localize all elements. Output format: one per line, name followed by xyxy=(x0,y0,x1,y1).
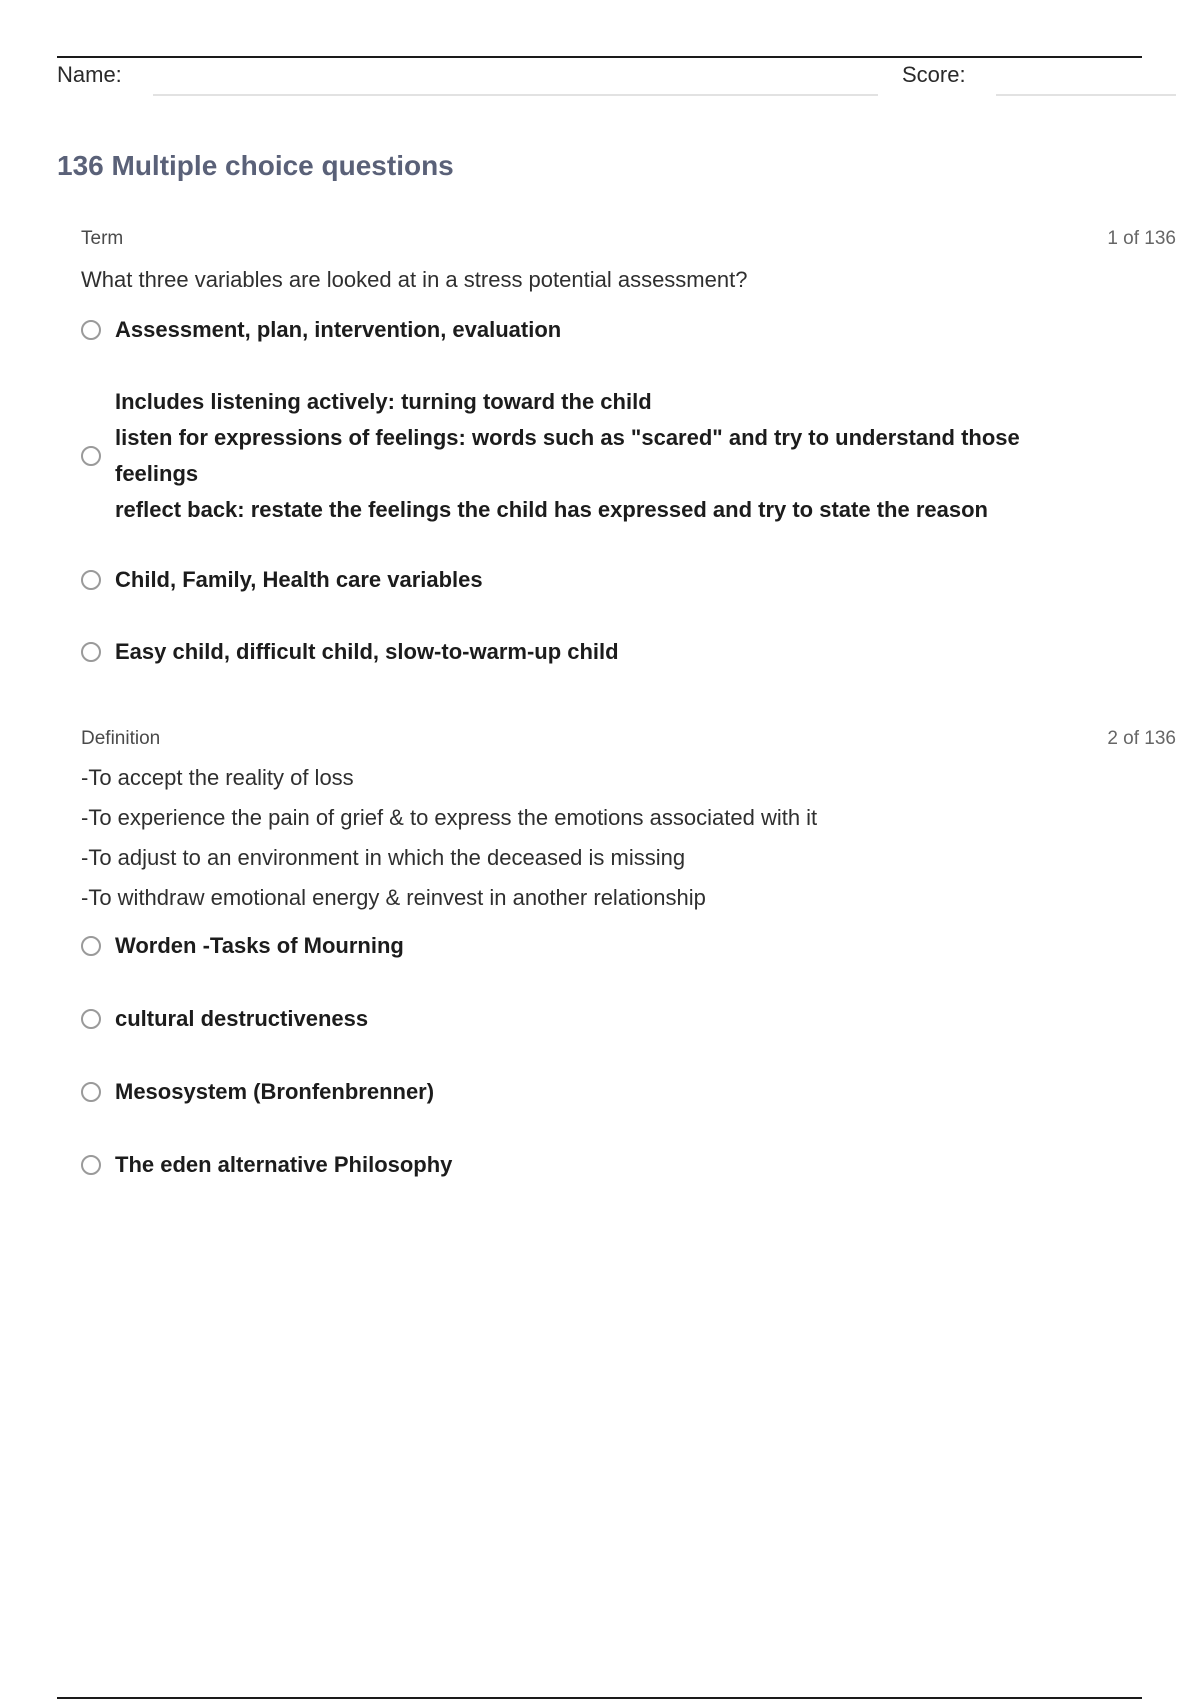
option-line: Child, Family, Health care variables xyxy=(115,567,483,592)
top-rule xyxy=(57,56,1142,58)
option-label xyxy=(115,634,619,670)
prompt-line: What three variables are looked at in a stress potential assessment? xyxy=(81,267,748,292)
score-label: Score: xyxy=(902,62,966,87)
option-label xyxy=(115,1147,452,1183)
question-2 xyxy=(81,728,1176,1207)
option-line: The eden alternative Philosophy xyxy=(115,1152,453,1177)
prompt-line: -To accept the reality of loss xyxy=(81,765,354,790)
prompt-line: -To withdraw emotional energy & reinvest in another relationship xyxy=(81,885,706,910)
radio-circle-icon[interactable] xyxy=(81,446,101,466)
prompt-line: -To adjust to an environment in which the deceased is missing xyxy=(81,845,686,870)
option-line: Easy child, difficult child, slow-to-warm-up child xyxy=(115,639,619,664)
radio-circle-icon[interactable] xyxy=(81,1155,101,1175)
option-line: cultural destructiveness xyxy=(115,1006,369,1031)
option-line: Mesosystem (Bronfenbrenner) xyxy=(115,1079,435,1104)
answer-option[interactable] xyxy=(81,928,1176,964)
option-label xyxy=(115,928,404,964)
radio-circle-icon[interactable] xyxy=(81,936,101,956)
question-counter: 1 of 136 xyxy=(1107,228,1176,249)
answer-options xyxy=(81,312,1176,670)
answer-option[interactable] xyxy=(81,1074,1176,1110)
question-counter: 2 of 136 xyxy=(1107,728,1176,749)
answer-option[interactable] xyxy=(81,312,1176,348)
question-prompt xyxy=(81,260,1176,300)
answer-option[interactable] xyxy=(81,562,1176,598)
option-line: listen for expressions of feelings: words such as "scared" and try to understand those feelings xyxy=(115,425,1020,486)
score-field-line xyxy=(996,94,1176,96)
bottom-rule xyxy=(57,1697,1142,1699)
radio-circle-icon[interactable] xyxy=(81,642,101,662)
question-1 xyxy=(81,228,1176,694)
name-field-line xyxy=(153,94,878,96)
option-label xyxy=(115,562,483,598)
option-line: reflect back: restate the feelings the child has expressed and try to state the reason xyxy=(115,497,988,522)
option-line: Includes listening actively: turning toward the child xyxy=(115,389,652,414)
option-line: Assessment, plan, intervention, evaluation xyxy=(115,317,562,342)
option-label xyxy=(115,384,1075,528)
answer-option[interactable] xyxy=(81,384,1176,528)
answer-option[interactable] xyxy=(81,634,1176,670)
option-line: Worden -Tasks of Mourning xyxy=(115,933,404,958)
question-type: Term xyxy=(81,228,124,249)
answer-option[interactable] xyxy=(81,1001,1176,1037)
radio-circle-icon[interactable] xyxy=(81,320,101,340)
page-title: 136 Multiple choice questions xyxy=(57,150,454,181)
prompt-line: -To experience the pain of grief & to express the emotions associated with it xyxy=(81,805,818,830)
option-label xyxy=(115,1074,434,1110)
answer-option[interactable] xyxy=(81,1147,1176,1183)
question-prompt xyxy=(81,758,1176,918)
answer-options xyxy=(81,928,1176,1183)
radio-circle-icon[interactable] xyxy=(81,1009,101,1029)
question-type: Definition xyxy=(81,728,161,749)
name-label: Name: xyxy=(57,62,122,87)
option-label xyxy=(115,1001,368,1037)
radio-circle-icon[interactable] xyxy=(81,1082,101,1102)
option-label xyxy=(115,312,561,348)
radio-circle-icon[interactable] xyxy=(81,570,101,590)
